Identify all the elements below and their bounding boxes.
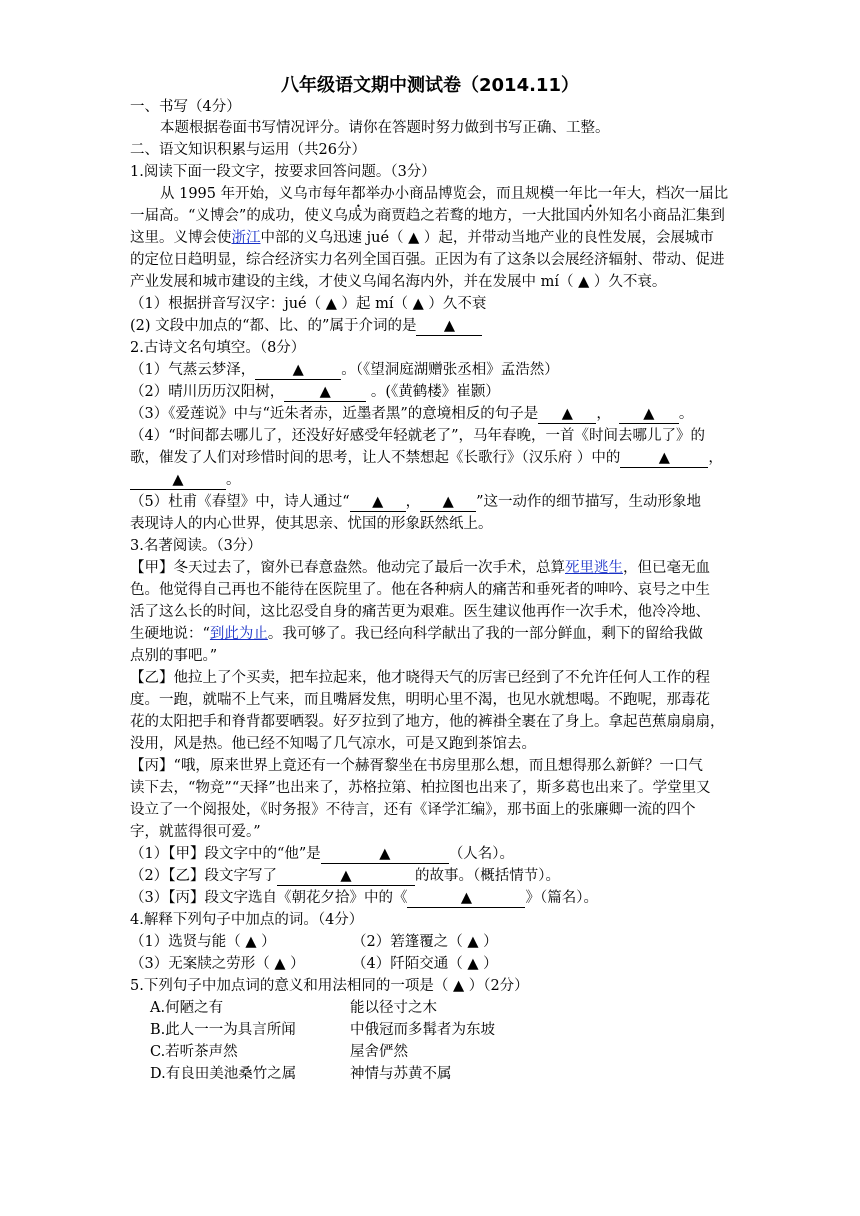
q3-passage-jia: 活了这么长的时间，这比忍受自身的痛苦更为艰难。医生建议他再作一次手术，他冷冷地、 [130, 604, 710, 620]
q1-heading: 1.阅读下面一段文字，按要求回答问题。（3分） [130, 164, 436, 180]
q5-option-c: C.若听茶声然 屋舍俨然 [150, 1044, 408, 1060]
q3-heading: 3.名著阅读。（3分） [130, 538, 262, 554]
q4-item-1: （1）选贤与能（ ▲ ） [130, 934, 276, 950]
q2-item-3: （3）《爱莲说》中与“近朱者赤，近墨者黑”的意境相反的句子是 ▲ ， ▲ 。 [130, 406, 694, 422]
answer-blank[interactable]: ▲ [350, 493, 406, 512]
answer-blank[interactable]: ▲ [284, 383, 366, 402]
q3-sub-2: （2）【乙】段文字写了 ▲ 的故事。（概括情节）。 [130, 868, 560, 884]
answer-blank[interactable]: ▲ [420, 493, 476, 512]
q4-item-2: （2）箬篷覆之（ ▲ ） [352, 934, 498, 950]
q3-passage-jia: 生硬地说：“到此为止。我可够了。我已经向科学献出了我的一部分鲜血，剩下的留给我做 [130, 626, 703, 642]
q2-item-5-line: （5）杜甫《春望》中，诗人通过“ ▲ ， ▲ ”这一动作的细节描写，生动形象地 [130, 494, 702, 510]
q4-heading: 4.解释下列句子中加点的词。（4分） [130, 912, 364, 928]
q3-passage-jia: 色。他觉得自己再也不能待在医院里了。他在各种病人的痛苦和垂死者的呻吟、哀号之中生 [130, 582, 710, 598]
link-silitaosheng[interactable]: 死里逃生 [565, 560, 623, 576]
q5-option-b: B.此人一一为具言所闻 中俄冠而多髯者为东坡 [150, 1022, 495, 1038]
q1-sub-2: (2) 文段中加点的“都、比、的”属于介词的是 ▲ [130, 316, 732, 337]
q1-passage-line: 产业发展和城市建设的主线，才使义乌闻名海内外，并在发展中 mí（ ▲ ）久不衰。 [130, 274, 667, 290]
section-1-heading: 一、书写（4分） [130, 99, 241, 115]
q1-passage-line: 的定位日趋明显，综合经济实力名列全国百强。正因为有了这条以会展经济辐射、带动、促进 [130, 252, 725, 268]
q4-row-2 [130, 954, 732, 975]
q3-passage-bing: 读下去，“物竞”“天择”也出来了，苏格拉第、柏拉图也出来了，斯多葛也出来了。学堂里又 [130, 780, 711, 796]
q3-passage-yi: 【乙】他拉上了个买卖，把车拉起来，他才晓得天气的厉害已经到了不允许任何人工作的程 [130, 670, 710, 686]
dotted-word: 比 [583, 186, 598, 202]
q3-passage-bing: 设立了一个阅报处，《时务报》不待言，还有《译学汇编》，那书面上的张廉卿一流的四个 [130, 802, 696, 818]
page-title: 八年级语文期中测试卷（2014.11） [281, 75, 579, 96]
q3-sub-3: （3）【丙】段文字选自《朝花夕拾》中的《 ▲ 》（篇名）。 [130, 890, 598, 906]
q2-item-4-line: 歌，催发了人们对珍惜时间的思考，让人不禁想起《长歌行》（汉乐府 ）中的 ▲ ， [130, 450, 723, 466]
answer-blank[interactable]: ▲ [538, 405, 596, 424]
q3-passage-bing: 【丙】“哦，原来世界上竟还有一个赫胥黎坐在书房里那么想，而且想得那么新鲜？一口气 [130, 758, 703, 774]
q3-passage-jia: 【甲】冬天过去了，窗外已春意盎然。他动完了最后一次手术，总算死里逃生，但已毫无血 [130, 560, 710, 576]
q4-item-3: （3）无案牍之劳形（ ▲ ） [130, 956, 305, 972]
q2-item-4-line: ▲ 。 [130, 470, 732, 491]
q3-passage-yi: 花的太阳把手和脊背都要晒裂。好歹拉到了地方，他的裤褂全裹在了身上。拿起芭蕉扇扇扇， [130, 714, 725, 730]
q4-row-1 [130, 932, 732, 953]
q4-item-4: （4）阡陌交通（ ▲ ） [352, 956, 498, 972]
q5-option-a: A.何陋之有 能以径寸之木 [150, 1000, 437, 1016]
q5-option-d: D.有良田美池桑竹之属 神情与苏黄不属 [150, 1066, 452, 1082]
q3-sub-1: （1）【甲】段文字中的“他”是 ▲ （人名）。 [130, 846, 515, 862]
q1-passage-line: 这里。义博会使浙江中部的义乌迅速 jué（ ▲ ）起，并带动当地产业的良性发展，会展城市 [130, 230, 714, 246]
link-daociweizhi[interactable]: 到此为止 [209, 626, 268, 642]
answer-blank[interactable]: ▲ [277, 867, 415, 886]
q3-passage-yi: 没用，风是热。他已经不知喝了几气凉水，可是又跑到茶馆去。 [130, 736, 536, 752]
q2-item-1: （1）气蒸云梦泽， ▲ 。（《望洞庭湖赠张丞相》孟浩然） [130, 362, 559, 378]
q2-item-2: （2）晴川历历汉阳树， ▲ 。(《黄鹤楼》崔颢） [130, 384, 500, 400]
q2-item-4-line: （4）“时间都去哪儿了，还没好好感受年轻就老了”，马年春晚，一首《时间去哪儿了》的 [130, 428, 706, 444]
answer-blank[interactable]: ▲ [407, 889, 525, 908]
answer-blank[interactable]: ▲ [416, 317, 482, 336]
q3-passage-bing: 字，就蓝得很可爱。” [130, 824, 261, 840]
link-zhejiang[interactable]: 浙江 [231, 230, 261, 246]
q1-sub-1: （1）根据拼音写汉字：jué（ ▲ ）起 mí（ ▲ ）久不衰 [130, 296, 487, 312]
answer-blank[interactable]: ▲ [620, 449, 708, 468]
q2-item-5-line: 表现诗人的内心世界，使其思亲、忧国的形象跃然纸上。 [130, 516, 493, 532]
q1-passage-line: 从 1995 年开始，义乌市每年都举办小商品博览会，而且规模一年比一年大，档次一届比 [160, 186, 729, 202]
q3-passage-jia: 点别的事吧。” [130, 648, 218, 664]
q1-passage-line: 一届高。“义博会”的成功，使义乌成为商贾趋之若鹜的地方，一大批国内外知名小商品汇集到 [130, 208, 725, 224]
answer-blank[interactable]: ▲ [321, 845, 449, 864]
section-1-text: 本题根据卷面书写情况评分。请你在答题时努力做到书写正确、工整。 [160, 120, 610, 136]
answer-blank[interactable]: ▲ [619, 405, 679, 424]
answer-blank[interactable]: ▲ [255, 361, 341, 380]
q5-heading: 5.下列句子中加点词的意义和用法相同的一项是（ ▲ ）（2分） [130, 978, 529, 994]
q2-heading: 2.古诗文名句填空。（8分） [130, 340, 306, 356]
dotted-word: 都 [351, 186, 366, 202]
q3-passage-yi: 度。一跑，就喘不上气来，而且嘴唇发焦，明明心里不渴，也见水就想喝。不跑呢，那毒花 [130, 692, 710, 708]
answer-blank[interactable]: ▲ [130, 471, 226, 490]
section-2-heading: 二、语文知识积累与运用（共26分） [130, 142, 366, 158]
